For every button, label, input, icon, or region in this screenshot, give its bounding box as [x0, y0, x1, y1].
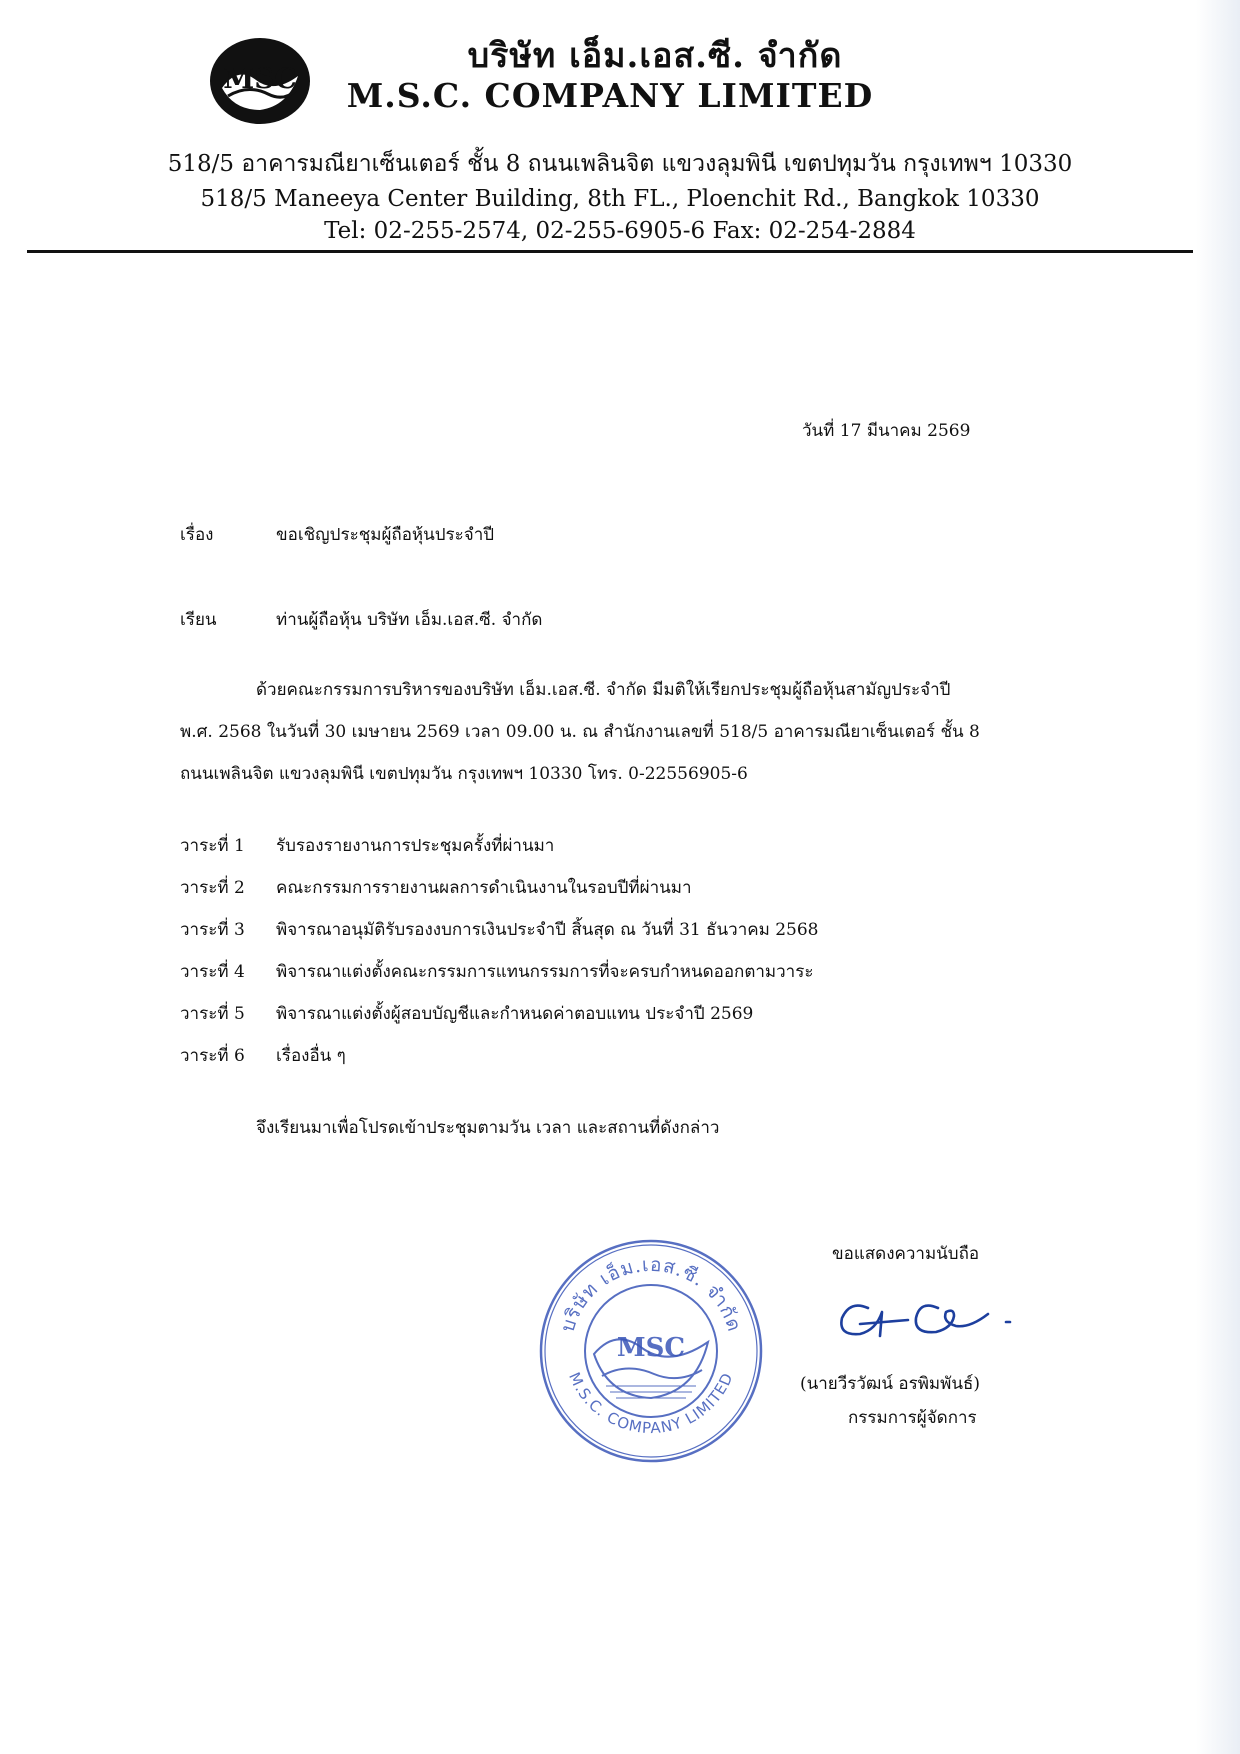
- subject-label: เรื่อง: [180, 525, 214, 545]
- scan-edge-shadow: [1196, 0, 1240, 1754]
- logo-lettering: MSC: [223, 62, 297, 95]
- contact-numbers: Tel: 02-255-2574, 02-255-6905-6 Fax: 02-254-2884: [324, 218, 916, 244]
- body-line-3: ถนนเพลินจิต แขวงลุมพินี เขตปทุมวัน กรุงเทพฯ 10330 โทร. 0-22556905-6: [180, 764, 748, 784]
- agenda-number: วาระที่ 4: [180, 962, 245, 982]
- agenda-item: พิจารณาแต่งตั้งผู้สอบบัญชีและกำหนดค่าตอบแทน ประจำปี 2569: [276, 1004, 754, 1024]
- closing-regards: ขอแสดงความนับถือ: [832, 1244, 980, 1264]
- agenda-number: วาระที่ 5: [180, 1004, 245, 1024]
- recipient-text: ท่านผู้ถือหุ้น บริษัท เอ็ม.เอส.ซี. จำกัด: [276, 610, 543, 630]
- closing-sentence: จึงเรียนมาเพื่อโปรดเข้าประชุมตามวัน เวลา และสถานที่ดังกล่าว: [256, 1118, 720, 1138]
- agenda-item: พิจารณาแต่งตั้งคณะกรรมการแทนกรรมการที่จะครบกำหนดออกตามวาระ: [276, 962, 814, 982]
- handwritten-signature: [820, 1278, 1060, 1358]
- recipient-label: เรียน: [180, 610, 217, 630]
- company-seal-stamp: [536, 1236, 766, 1466]
- company-logo: [208, 36, 312, 126]
- letter-date: วันที่ 17 มีนาคม 2569: [802, 421, 971, 441]
- agenda-number: วาระที่ 2: [180, 878, 245, 898]
- seal-text-english: M.S.C. COMPANY LIMITED: [565, 1369, 737, 1438]
- agenda-number: วาระที่ 3: [180, 920, 245, 940]
- seal-text-thai: บริษัท เอ็ม.เอส.ซี. จำกัด: [556, 1253, 746, 1335]
- address-thai: 518/5 อาคารมณียาเซ็นเตอร์ ชั้น 8 ถนนเพลินจิต แขวงลุมพินี เขตปทุมวัน กรุงเทพฯ 10330: [167, 151, 1073, 177]
- company-name-english: M.S.C. COMPANY LIMITED: [346, 76, 874, 115]
- agenda-item: รับรองรายงานการประชุมครั้งที่ผ่านมา: [276, 836, 555, 856]
- signer-name: (นายวีรวัฒน์ อรพิมพันธ์): [800, 1374, 980, 1394]
- agenda-item: คณะกรรมการรายงานผลการดำเนินงานในรอบปีที่ผ่านมา: [276, 878, 692, 898]
- letterhead-divider: [27, 250, 1193, 253]
- svg-text:บริษัท เอ็ม.เอส.ซี. จำกัด: [557, 1254, 746, 1335]
- agenda-number: วาระที่ 1: [180, 836, 245, 856]
- signer-position: กรรมการผู้จัดการ: [848, 1408, 977, 1428]
- company-name-thai: บริษัท เอ็ม.เอส.ซี. จำกัด: [467, 36, 843, 76]
- address-english: 518/5 Maneeya Center Building, 8th FL., Ploenchit Rd., Bangkok 10330: [200, 186, 1040, 212]
- agenda-number: วาระที่ 6: [180, 1046, 245, 1066]
- subject-text: ขอเชิญประชุมผู้ถือหุ้นประจำปี: [276, 525, 495, 545]
- body-line-1: ด้วยคณะกรรมการบริหารของบริษัท เอ็ม.เอส.ซี. จำกัด มีมติให้เรียกประชุมผู้ถือหุ้นสามัญประจำปี: [256, 680, 951, 700]
- body-line-2: พ.ศ. 2568 ในวันที่ 30 เมษายน 2569 เวลา 09.00 น. ณ สำนักงานเลขที่ 518/5 อาคารมณียาเซ็นเตอร์ ชั้น 8: [180, 722, 980, 742]
- seal-logo-text: MSC: [616, 1333, 686, 1363]
- agenda-item: เรื่องอื่น ๆ: [276, 1046, 346, 1066]
- agenda-item: พิจารณาอนุมัติรับรองงบการเงินประจำปี สิ้นสุด ณ วันที่ 31 ธันวาคม 2568: [276, 920, 819, 940]
